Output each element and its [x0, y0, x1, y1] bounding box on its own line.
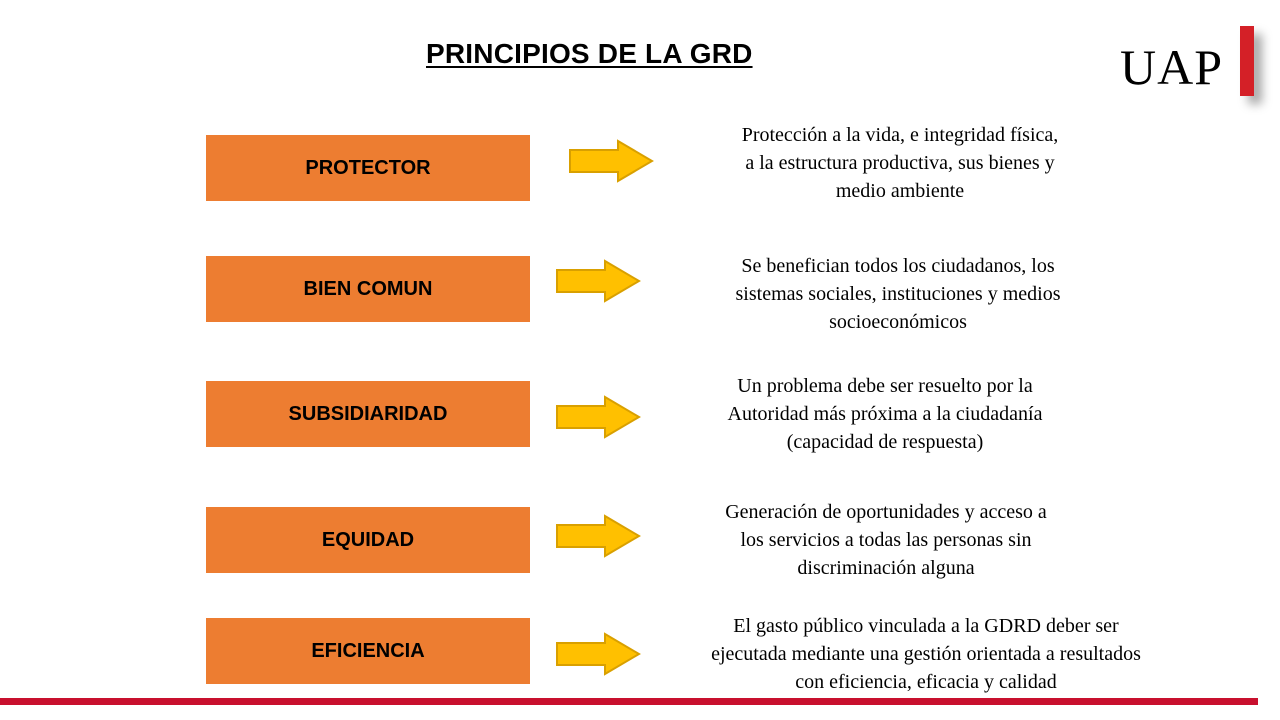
principle-box-bien-comun — [206, 256, 530, 322]
principle-description — [690, 121, 1110, 205]
principle-box-protector — [206, 135, 530, 201]
right-arrow-icon — [555, 632, 641, 676]
principle-description — [670, 372, 1100, 456]
description-line: sistemas sociales, instituciones y medios — [735, 283, 1061, 305]
description-line: El gasto público vinculada a la GDRD deber ser — [733, 615, 1119, 637]
principle-description — [676, 498, 1096, 582]
description-line: con eficiencia, eficacia y calidad — [795, 671, 1057, 693]
description-line: Se benefician todos los ciudadanos, los — [741, 255, 1055, 277]
logo-red-bar — [1240, 26, 1254, 96]
principle-label: EQUIDAD — [321, 528, 415, 551]
description-line: Generación de oportunidades y acceso a — [725, 501, 1047, 523]
principle-description — [686, 252, 1110, 336]
description-line: a la estructura productiva, sus bienes y — [745, 152, 1055, 174]
principle-box-eficiencia — [206, 618, 530, 684]
right-arrow-icon — [568, 139, 654, 183]
logo-text: UAP — [1120, 39, 1224, 95]
principle-description — [656, 612, 1196, 696]
right-arrow-icon — [555, 514, 641, 558]
uap-logo — [1118, 26, 1280, 126]
description-line: discriminación alguna — [797, 557, 975, 579]
principle-box-equidad — [206, 507, 530, 573]
description-line: Autoridad más próxima a la ciudadanía — [727, 403, 1043, 425]
right-arrow-icon — [555, 259, 641, 303]
page-title: PRINCIPIOS DE LA GRD — [426, 38, 753, 69]
description-line: Un problema debe ser resuelto por la — [737, 375, 1033, 397]
bottom-divider-line — [0, 698, 1258, 705]
description-line: Protección a la vida, e integridad física, — [741, 124, 1059, 146]
description-line: los servicios a todas las personas sin — [740, 529, 1032, 551]
description-line: ejecutada mediante una gestión orientada a resultados — [711, 643, 1141, 665]
principle-label: SUBSIDIARIDAD — [288, 402, 448, 425]
principle-box-subsidiaridad — [206, 381, 530, 447]
principle-label: PROTECTOR — [305, 156, 431, 179]
principle-label: EFICIENCIA — [311, 639, 425, 662]
right-arrow-icon — [555, 395, 641, 439]
principle-label: BIEN COMUN — [303, 277, 433, 300]
description-line: medio ambiente — [835, 180, 965, 202]
description-line: socioeconómicos — [829, 311, 967, 333]
description-line: (capacidad de respuesta) — [786, 431, 984, 453]
